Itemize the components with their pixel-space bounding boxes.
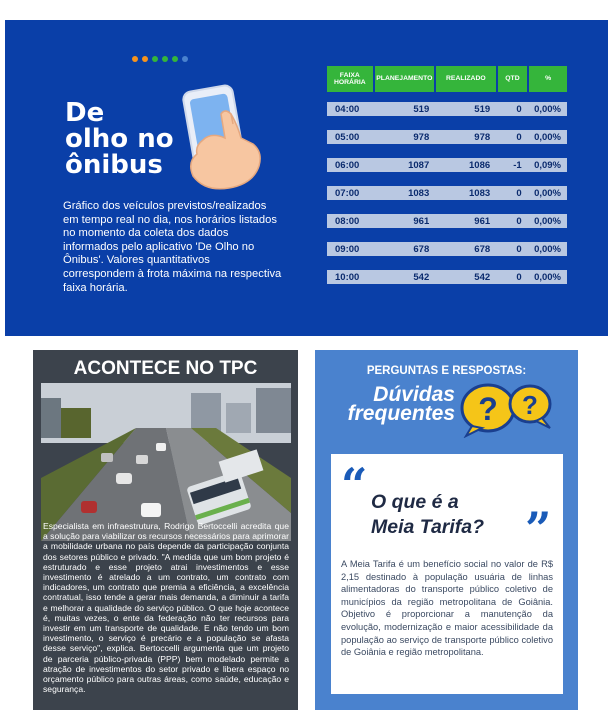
table-cell: 542 <box>413 271 430 283</box>
article-text: Especialista em infraestrutura, Rodrigo Bertoccelli acredita que a solução para viabilizar os recursos necessários para aprimorar a mobilidade urbana no país depende da participação conjunta dos setores público e privado. "A medida que um bom projeto é estruturado e esse projeto atrai investimentos e esse investimento é atrelado a um contrato, um contrato com indicadores, um contrato que premia a eficiência, a excelência contratual, isso tende a gerar mais demanda, a diminuir a tarifa e melhorar a qualidade do serviço público. O que hoje acontece é, muitas vezes, o ente da federação não ter recursos para investir em um transporte de qualidade. E não tendo um bom investimento, o serviço é precário e a população se afasta desse serviço", explica. Bertoccelli argumenta que um projeto de parceria público-privada (PPP) bem modelado permite a atração de investimentos do setor privado e libera espaço no orçamento público para outras áreas, como saúde, educação e segurança. <box>43 521 289 695</box>
table-row <box>327 242 567 256</box>
section-title: ACONTECE NO TPC <box>73 358 258 379</box>
section-headline <box>337 385 455 423</box>
table-cell: 0,00% <box>534 103 561 115</box>
headline-line: Dúvidas <box>373 383 455 406</box>
question-line: Meia Tarifa? <box>371 516 485 538</box>
table-cell: 542 <box>474 271 491 283</box>
section-kicker: PERGUNTAS E RESPOSTAS: <box>366 365 527 377</box>
bus-fleet-table <box>327 66 567 284</box>
table-cell: 961 <box>413 215 430 227</box>
table-cell: 09:00 <box>335 243 360 255</box>
de-olho-no-onibus-panel <box>5 20 608 336</box>
header-percent: % <box>529 66 567 92</box>
dot <box>142 56 148 62</box>
table-cell: 1083 <box>408 187 430 199</box>
table-row <box>327 186 567 200</box>
table-header <box>327 66 567 92</box>
dot <box>132 56 138 62</box>
dot <box>182 56 188 62</box>
faq-answer: A Meia Tarifa é um benefício social no valor de R$ 2,15 destinado à população usuária de linhas alimentadoras do transporte público coletivo de municípios da região metropolitana de Goiânia. Objetivo é proporcionar a manutenção da evolução, modernização e maior acessibilidade da população ao serviço de transporte público coletivo de Goiânia e região metropolitana. <box>341 559 553 658</box>
header-planejamento: PLANEJAMENTO <box>375 66 434 92</box>
dot <box>172 56 178 62</box>
table-cell: 678 <box>413 243 430 255</box>
question-line: O que é a <box>371 491 459 513</box>
table-row <box>327 214 567 228</box>
decorative-dots <box>132 56 188 62</box>
table-cell: 678 <box>474 243 491 255</box>
faq-card <box>331 454 563 694</box>
title-line: olho no <box>65 124 174 154</box>
table-cell: 0 <box>516 243 522 255</box>
question-bubbles-icon <box>458 382 558 438</box>
table-cell: 961 <box>474 215 491 227</box>
header-realizado: REALIZADO <box>436 66 495 92</box>
table-cell: 10:00 <box>335 271 360 283</box>
table-cell: 0 <box>516 103 522 115</box>
table-cell: 0,00% <box>534 243 561 255</box>
table-cell: 07:00 <box>335 187 360 199</box>
table-cell: 1086 <box>469 159 491 171</box>
table-cell: 06:00 <box>335 159 360 171</box>
table-row <box>327 102 567 116</box>
dot <box>162 56 168 62</box>
table-row <box>327 158 567 172</box>
table-cell: 08:00 <box>335 215 360 227</box>
svg-text:?: ? <box>522 390 538 420</box>
table-cell: 0 <box>516 215 522 227</box>
table-cell: 0,00% <box>534 131 561 143</box>
acontece-no-tpc-panel <box>33 350 298 710</box>
table-row <box>327 270 567 284</box>
table-cell: 1087 <box>408 159 430 171</box>
headline-line: frequentes <box>347 402 455 425</box>
brt-corridor-photo <box>41 383 291 541</box>
perguntas-respostas-panel <box>315 350 578 710</box>
dot <box>152 56 158 62</box>
table-cell: 0 <box>516 187 522 199</box>
table-cell: 519 <box>413 103 430 115</box>
table-cell: 0 <box>516 271 522 283</box>
table-cell: 0,00% <box>534 215 561 227</box>
svg-text:?: ? <box>478 391 498 427</box>
table-cell: 05:00 <box>335 131 360 143</box>
panel-title <box>65 100 174 178</box>
open-quote-icon: “ <box>341 458 368 512</box>
faq-question <box>371 490 484 540</box>
table-cell: 0,00% <box>534 271 561 283</box>
table-cell: 519 <box>474 103 491 115</box>
table-cell: -1 <box>513 159 522 171</box>
close-quote-icon: ” <box>525 502 552 556</box>
table-cell: 0,00% <box>534 187 561 199</box>
title-line: De <box>65 98 105 128</box>
title-line: ônibus <box>65 150 163 180</box>
table-cell: 04:00 <box>335 103 360 115</box>
table-row <box>327 130 567 144</box>
table-cell: 0 <box>516 131 522 143</box>
hand-phone-icon <box>167 84 267 194</box>
panel-description: Gráfico dos veículos previstos/realizados em tempo real no dia, nos horários listados no momento da coleta dos dados informados pelo aplicativo 'De Olho no Ônibus'. Valores quantitativos correspondem à frota máxima na respectiva faixa horária. <box>63 200 282 294</box>
table-cell: 0,09% <box>534 159 561 171</box>
table-cell: 978 <box>413 131 430 143</box>
table-cell: 1083 <box>469 187 491 199</box>
header-qtd: QTD <box>498 66 528 92</box>
table-cell: 978 <box>474 131 491 143</box>
header-faixa-horaria: FAIXA HORÁRIA <box>327 66 373 92</box>
